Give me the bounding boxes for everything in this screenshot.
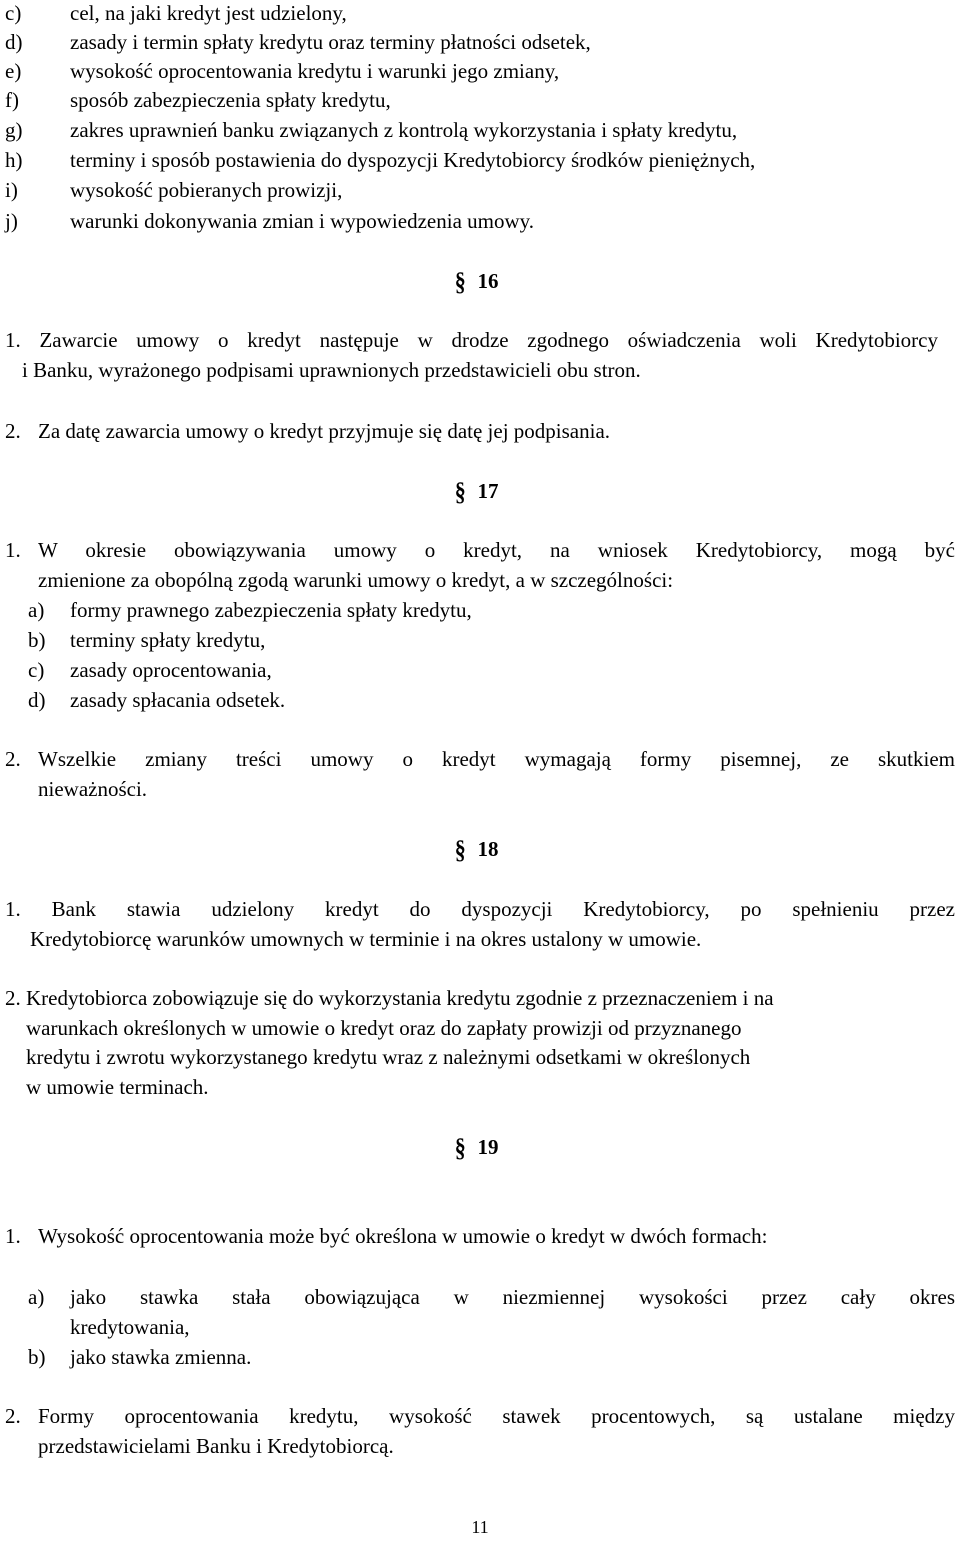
s18-paragraph-1-line-1: 1. Bank stawia udzielony kredyt do dyspozycji Kredytobiorcy, po spełnieniu przez — [5, 897, 955, 921]
list-label: i) — [5, 178, 18, 202]
s19-item-a-line-1: jako stawka stała obowiązująca w niezmiennej wysokości przez cały okres — [70, 1285, 955, 1309]
list-label: a) — [28, 598, 45, 622]
list-item: zakres uprawnień banku związanych z kontrolą wykorzystania i spłaty kredytu, — [70, 118, 738, 142]
page-number: 11 — [471, 1517, 489, 1537]
s19-paragraph-2-line-2: przedstawicielami Banku i Kredytobiorcą. — [38, 1434, 394, 1458]
s18-paragraph-2-line-4: w umowie terminach. — [26, 1075, 209, 1099]
s17-paragraph-1-number: 1. — [5, 538, 21, 562]
list-item: formy prawnego zabezpieczenia spłaty kredytu, — [70, 598, 472, 622]
list-label: b) — [28, 628, 46, 652]
list-label: d) — [5, 30, 23, 54]
section-heading-16 — [455, 268, 515, 294]
list-item: cel, na jaki kredyt jest udzielony, — [70, 1, 347, 25]
section-number: 18 — [477, 837, 499, 861]
list-item: zasady spłacania odsetek. — [70, 688, 286, 712]
s19-item-a-line-2: kredytowania, — [70, 1315, 190, 1339]
s19-paragraph-1-number: 1. — [5, 1224, 21, 1248]
s19-item-b: jako stawka zmienna. — [70, 1345, 252, 1369]
section-number: 19 — [477, 1135, 499, 1159]
list-label: j) — [5, 209, 18, 233]
list-item: wysokość pobieranych prowizji, — [70, 178, 343, 202]
section-heading-18 — [455, 836, 515, 862]
section-number: 17 — [477, 479, 499, 503]
list-item: warunki dokonywania zmian i wypowiedzenia umowy. — [70, 209, 535, 233]
list-label: b) — [28, 1345, 46, 1369]
section-sign: § — [454, 476, 466, 506]
s18-paragraph-2-line-2: warunkach określonych w umowie o kredyt oraz do zapłaty prowizji od przyznanego — [26, 1016, 742, 1040]
s18-paragraph-2-line-3: kredytu i zwrotu wykorzystanego kredytu wraz z należnymi odsetkami w określonych — [26, 1045, 751, 1069]
s19-paragraph-2-line-1: Formy oprocentowania kredytu, wysokość stawek procentowych, są ustalane między — [38, 1404, 955, 1428]
s16-paragraph-2: Za datę zawarcia umowy o kredyt przyjmuje się datę jej podpisania. — [38, 419, 611, 443]
section-sign: § — [454, 1132, 466, 1162]
s19-paragraph-1: Wysokość oprocentowania może być określona w umowie o kredyt w dwóch formach: — [38, 1224, 768, 1248]
list-label: e) — [5, 59, 22, 83]
list-item: zasady oprocentowania, — [70, 658, 272, 682]
section-number: 16 — [477, 269, 499, 293]
s17-paragraph-1-line-1: W okresie obowiązywania umowy o kredyt, na wniosek Kredytobiorcy, mogą być — [38, 538, 955, 562]
list-label: f) — [5, 88, 19, 112]
list-item: terminy spłaty kredytu, — [70, 628, 266, 652]
s16-paragraph-1-line-2: i Banku, wyrażonego podpisami uprawnionych przedstawicieli obu stron. — [22, 358, 641, 382]
list-item: wysokość oprocentowania kredytu i warunki jego zmiany, — [70, 59, 560, 83]
s17-paragraph-1-line-2: zmienione za obopólną zgodą warunki umowy o kredyt, a w szczególności: — [38, 568, 674, 592]
section-sign: § — [454, 266, 466, 296]
list-label: g) — [5, 118, 23, 142]
list-label: d) — [28, 688, 46, 712]
s19-paragraph-2-number: 2. — [5, 1404, 21, 1428]
list-label: h) — [5, 148, 23, 172]
list-label: a) — [28, 1285, 45, 1309]
section-heading-19 — [455, 1134, 515, 1160]
list-label: c) — [28, 658, 45, 682]
s17-paragraph-2-number: 2. — [5, 747, 21, 771]
section-sign: § — [454, 834, 466, 864]
list-item: sposób zabezpieczenia spłaty kredytu, — [70, 88, 391, 112]
s17-paragraph-2-line-1: Wszelkie zmiany treści umowy o kredyt wymagają formy pisemnej, ze skutkiem — [38, 747, 955, 771]
s18-paragraph-1-line-2: Kredytobiorcę warunków umownych w terminie i na okres ustalony w umowie. — [30, 927, 702, 951]
list-label: c) — [5, 1, 22, 25]
s16-paragraph-2-number: 2. — [5, 419, 21, 443]
list-item: terminy i sposób postawienia do dyspozycji Kredytobiorcy środków pieniężnych, — [70, 148, 756, 172]
s18-paragraph-2-line-1: 2. Kredytobiorca zobowiązuje się do wykorzystania kredytu zgodnie z przeznaczeniem i na — [5, 986, 774, 1010]
s17-paragraph-2-line-2: nieważności. — [38, 777, 148, 801]
list-item: zasady i termin spłaty kredytu oraz terminy płatności odsetek, — [70, 30, 591, 54]
s16-paragraph-1-line-1: 1. Zawarcie umowy o kredyt następuje w drodze zgodnego oświadczenia woli Kredytobiorcy — [5, 328, 938, 352]
section-heading-17 — [455, 478, 515, 504]
